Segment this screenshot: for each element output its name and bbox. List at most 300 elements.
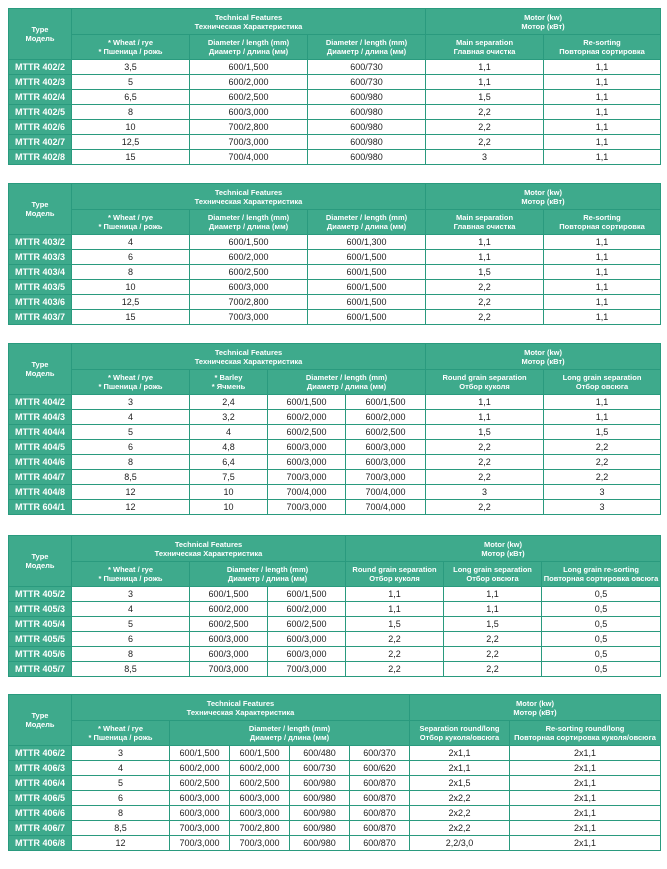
value-cell: 4	[190, 425, 268, 440]
value-cell: 600/980	[290, 776, 350, 791]
value-cell: 600/2,500	[170, 776, 230, 791]
value-cell: 1,1	[544, 120, 661, 135]
value-cell: 600/870	[350, 836, 410, 851]
value-cell: 600/1,500	[308, 265, 426, 280]
value-cell: 12	[72, 485, 190, 500]
table-row	[9, 60, 661, 75]
value-cell: 1,5	[544, 425, 661, 440]
value-cell: 600/3,000	[190, 632, 268, 647]
value-cell: 4	[72, 235, 190, 250]
value-cell: 1,1	[346, 602, 444, 617]
table-row	[9, 280, 661, 295]
value-cell: 2x1,1	[510, 791, 661, 806]
value-cell: 12,5	[72, 135, 190, 150]
value-cell: 600/3,000	[346, 455, 426, 470]
value-cell: 2,2	[426, 500, 544, 515]
table-row	[9, 250, 661, 265]
value-cell: 8	[72, 647, 190, 662]
model-cell: MTTR 403/5	[9, 280, 72, 295]
value-cell: 600/2,500	[190, 90, 308, 105]
value-cell: 1,1	[544, 75, 661, 90]
table-row	[9, 587, 661, 602]
column-header: Re-sorting Повторная сортировка	[544, 35, 661, 60]
value-cell: 2x1,1	[410, 746, 510, 761]
motor-header: Motor (kw) Мотор (кВт)	[426, 9, 661, 35]
table-row	[9, 836, 661, 851]
column-header: Round grain separation Отбор куколя	[426, 370, 544, 395]
model-cell: MTTR 405/4	[9, 617, 72, 632]
value-cell: 600/3,000	[170, 791, 230, 806]
value-cell: 2,2/3,0	[410, 836, 510, 851]
value-cell: 8	[72, 265, 190, 280]
value-cell: 600/980	[308, 90, 426, 105]
value-cell: 600/2,000	[230, 761, 290, 776]
value-cell: 2,2	[426, 310, 544, 325]
value-cell: 600/980	[308, 135, 426, 150]
value-cell: 2,2	[444, 662, 542, 677]
value-cell: 1,1	[544, 295, 661, 310]
value-cell: 6	[72, 250, 190, 265]
value-cell: 8,5	[72, 821, 170, 836]
value-cell: 600/1,500	[308, 250, 426, 265]
motor-header: Motor (kw) Мотор (кВт)	[426, 344, 661, 370]
column-header: Separation round/long Отбор куколя/овсюга	[410, 721, 510, 746]
table-row	[9, 75, 661, 90]
model-cell: MTTR 406/4	[9, 776, 72, 791]
value-cell: 2,2	[544, 440, 661, 455]
table-row	[9, 821, 661, 836]
value-cell: 600/1,500	[308, 295, 426, 310]
value-cell: 700/3,000	[190, 662, 268, 677]
model-cell: MTTR 404/8	[9, 485, 72, 500]
value-cell: 600/2,500	[230, 776, 290, 791]
value-cell: 600/2,000	[190, 602, 268, 617]
value-cell: 2,2	[346, 662, 444, 677]
table-row	[9, 617, 661, 632]
column-header: Round grain separation Отбор куколя	[346, 562, 444, 587]
table-row	[9, 455, 661, 470]
value-cell: 600/3,000	[190, 105, 308, 120]
value-cell: 2,4	[190, 395, 268, 410]
value-cell: 600/620	[350, 761, 410, 776]
value-cell: 3,2	[190, 410, 268, 425]
value-cell: 2,2	[444, 632, 542, 647]
table-row	[9, 150, 661, 165]
column-header: Main separation Главная очистка	[426, 35, 544, 60]
value-cell: 5	[72, 617, 190, 632]
value-cell: 700/3,000	[268, 470, 346, 485]
value-cell: 3,5	[72, 60, 190, 75]
value-cell: 4,8	[190, 440, 268, 455]
column-header: Diameter / length (mm) Диаметр / длина (мм)	[190, 562, 346, 587]
value-cell: 600/980	[290, 821, 350, 836]
model-cell: MTTR 404/2	[9, 395, 72, 410]
value-cell: 1,1	[426, 60, 544, 75]
value-cell: 5	[72, 776, 170, 791]
value-cell: 600/2,000	[268, 410, 346, 425]
column-header: Long grain separation Отбор овсюга	[544, 370, 661, 395]
model-cell: MTTR 405/7	[9, 662, 72, 677]
value-cell: 0,5	[542, 632, 661, 647]
value-cell: 700/3,000	[268, 662, 346, 677]
value-cell: 700/3,000	[190, 135, 308, 150]
value-cell: 2x1,1	[510, 746, 661, 761]
value-cell: 600/3,000	[230, 806, 290, 821]
column-header: Re-sorting round/long Повторная сортировка куколя/овсюга	[510, 721, 661, 746]
value-cell: 600/3,000	[170, 806, 230, 821]
value-cell: 700/3,000	[346, 470, 426, 485]
value-cell: 600/2,000	[190, 250, 308, 265]
value-cell: 1,1	[544, 235, 661, 250]
value-cell: 6,4	[190, 455, 268, 470]
column-header: * Wheat / rye * Пшеница / рожь	[72, 562, 190, 587]
value-cell: 700/4,000	[190, 150, 308, 165]
value-cell: 600/2,000	[268, 602, 346, 617]
table-row	[9, 647, 661, 662]
table-row	[9, 395, 661, 410]
column-header: Re-sorting Повторная сортировка	[544, 210, 661, 235]
model-cell: MTTR 404/3	[9, 410, 72, 425]
value-cell: 600/980	[308, 105, 426, 120]
value-cell: 1,1	[544, 150, 661, 165]
value-cell: 1,1	[426, 235, 544, 250]
technical-features-header: Technical Features Техническая Характеристика	[72, 344, 426, 370]
value-cell: 2,2	[346, 647, 444, 662]
model-cell: MTTR 404/7	[9, 470, 72, 485]
value-cell: 600/2,000	[170, 761, 230, 776]
value-cell: 2x2,2	[410, 821, 510, 836]
value-cell: 600/3,000	[190, 647, 268, 662]
value-cell: 3	[72, 395, 190, 410]
value-cell: 600/3,000	[268, 647, 346, 662]
value-cell: 1,5	[444, 617, 542, 632]
model-cell: MTTR 405/3	[9, 602, 72, 617]
table-row	[9, 440, 661, 455]
value-cell: 1,1	[544, 310, 661, 325]
value-cell: 0,5	[542, 587, 661, 602]
table-row	[9, 500, 661, 515]
model-cell: MTTR 402/4	[9, 90, 72, 105]
value-cell: 0,5	[542, 662, 661, 677]
column-header: * Wheat / rye * Пшеница / рожь	[72, 35, 190, 60]
model-cell: MTTR 604/1	[9, 500, 72, 515]
value-cell: 5	[72, 75, 190, 90]
model-cell: MTTR 406/5	[9, 791, 72, 806]
table-row	[9, 632, 661, 647]
value-cell: 700/2,800	[230, 821, 290, 836]
value-cell: 600/480	[290, 746, 350, 761]
column-header: Diameter / length (mm) Диаметр / длина (мм)	[308, 210, 426, 235]
value-cell: 3	[426, 150, 544, 165]
model-cell: MTTR 406/2	[9, 746, 72, 761]
value-cell: 600/870	[350, 776, 410, 791]
type-header: Type Модель	[9, 184, 72, 235]
technical-features-header: Technical Features Техническая Характеристика	[72, 695, 410, 721]
value-cell: 1,1	[444, 602, 542, 617]
value-cell: 10	[190, 500, 268, 515]
table-row	[9, 135, 661, 150]
value-cell: 5	[72, 425, 190, 440]
model-cell: MTTR 403/4	[9, 265, 72, 280]
value-cell: 1,1	[426, 250, 544, 265]
value-cell: 600/1,500	[346, 395, 426, 410]
model-cell: MTTR 402/7	[9, 135, 72, 150]
technical-features-header: Technical Features Техническая Характеристика	[72, 536, 346, 562]
value-cell: 700/2,800	[190, 295, 308, 310]
value-cell: 1,1	[544, 410, 661, 425]
value-cell: 1,1	[426, 75, 544, 90]
value-cell: 700/4,000	[346, 485, 426, 500]
model-cell: MTTR 405/2	[9, 587, 72, 602]
model-cell: MTTR 404/6	[9, 455, 72, 470]
model-cell: MTTR 404/4	[9, 425, 72, 440]
value-cell: 3	[544, 500, 661, 515]
value-cell: 600/1,500	[308, 280, 426, 295]
column-header: Long grain separation Отбор овсюга	[444, 562, 542, 587]
value-cell: 700/3,000	[268, 500, 346, 515]
model-cell: MTTR 406/7	[9, 821, 72, 836]
model-cell: MTTR 405/5	[9, 632, 72, 647]
motor-header: Motor (kw) Мотор (кВт)	[346, 536, 661, 562]
value-cell: 600/980	[308, 150, 426, 165]
value-cell: 1,1	[544, 265, 661, 280]
value-cell: 1,1	[346, 587, 444, 602]
model-cell: MTTR 402/5	[9, 105, 72, 120]
value-cell: 10	[72, 120, 190, 135]
table-row	[9, 265, 661, 280]
value-cell: 600/730	[308, 60, 426, 75]
type-header: Type Модель	[9, 9, 72, 60]
value-cell: 10	[190, 485, 268, 500]
value-cell: 6	[72, 791, 170, 806]
column-header: * Wheat / rye * Пшеница / рожь	[72, 721, 170, 746]
value-cell: 0,5	[542, 647, 661, 662]
value-cell: 600/1,500	[268, 395, 346, 410]
value-cell: 8	[72, 105, 190, 120]
value-cell: 2x2,2	[410, 791, 510, 806]
value-cell: 700/3,000	[190, 310, 308, 325]
value-cell: 1,1	[544, 135, 661, 150]
spec-table-404	[8, 343, 661, 515]
value-cell: 700/2,800	[190, 120, 308, 135]
value-cell: 2x1,5	[410, 776, 510, 791]
model-cell: MTTR 403/7	[9, 310, 72, 325]
table-row	[9, 235, 661, 250]
spec-table-406	[8, 694, 661, 851]
value-cell: 600/980	[290, 806, 350, 821]
column-header: Long grain re-sorting Повторная сортировка овсюга	[542, 562, 661, 587]
value-cell: 6,5	[72, 90, 190, 105]
column-header: * Wheat / rye * Пшеница / рожь	[72, 370, 190, 395]
spec-table-402	[8, 8, 661, 165]
value-cell: 600/870	[350, 821, 410, 836]
table-row	[9, 425, 661, 440]
column-header: Main separation Главная очистка	[426, 210, 544, 235]
value-cell: 2,2	[346, 632, 444, 647]
type-header: Type Модель	[9, 695, 72, 746]
table-row	[9, 602, 661, 617]
value-cell: 600/370	[350, 746, 410, 761]
model-cell: MTTR 403/2	[9, 235, 72, 250]
value-cell: 600/3,000	[190, 280, 308, 295]
model-cell: MTTR 406/6	[9, 806, 72, 821]
value-cell: 6	[72, 440, 190, 455]
value-cell: 600/1,500	[190, 587, 268, 602]
value-cell: 2,2	[426, 120, 544, 135]
type-header: Type Модель	[9, 536, 72, 587]
value-cell: 4	[72, 602, 190, 617]
value-cell: 600/3,000	[268, 455, 346, 470]
value-cell: 2,2	[544, 455, 661, 470]
value-cell: 3	[72, 587, 190, 602]
table-row	[9, 746, 661, 761]
value-cell: 600/2,500	[268, 617, 346, 632]
value-cell: 600/870	[350, 806, 410, 821]
value-cell: 600/3,000	[268, 440, 346, 455]
value-cell: 2x1,1	[510, 806, 661, 821]
column-header: * Barley * Ячмень	[190, 370, 268, 395]
value-cell: 600/1,300	[308, 235, 426, 250]
value-cell: 1,5	[426, 90, 544, 105]
value-cell: 4	[72, 761, 170, 776]
value-cell: 15	[72, 150, 190, 165]
value-cell: 1,5	[426, 425, 544, 440]
value-cell: 1,1	[544, 395, 661, 410]
table-row	[9, 485, 661, 500]
table-row	[9, 120, 661, 135]
value-cell: 0,5	[542, 617, 661, 632]
value-cell: 600/3,000	[268, 632, 346, 647]
value-cell: 1,1	[544, 60, 661, 75]
value-cell: 600/980	[308, 120, 426, 135]
value-cell: 600/1,500	[190, 60, 308, 75]
value-cell: 600/2,000	[190, 75, 308, 90]
technical-features-header: Technical Features Техническая Характеристика	[72, 9, 426, 35]
value-cell: 12	[72, 836, 170, 851]
value-cell: 700/4,000	[346, 500, 426, 515]
value-cell: 0,5	[542, 602, 661, 617]
value-cell: 600/1,500	[170, 746, 230, 761]
value-cell: 600/2,500	[190, 265, 308, 280]
value-cell: 1,5	[346, 617, 444, 632]
spec-table-403	[8, 183, 661, 325]
model-cell: MTTR 402/3	[9, 75, 72, 90]
model-cell: MTTR 403/6	[9, 295, 72, 310]
model-cell: MTTR 402/8	[9, 150, 72, 165]
table-row	[9, 295, 661, 310]
model-cell: MTTR 406/8	[9, 836, 72, 851]
value-cell: 600/3,000	[346, 440, 426, 455]
value-cell: 600/1,500	[190, 235, 308, 250]
table-row	[9, 806, 661, 821]
value-cell: 600/1,500	[308, 310, 426, 325]
value-cell: 600/730	[308, 75, 426, 90]
value-cell: 600/2,500	[346, 425, 426, 440]
value-cell: 1,1	[544, 280, 661, 295]
column-header: Diameter / length (mm) Диаметр / длина (мм)	[308, 35, 426, 60]
column-header: Diameter / length (mm) Диаметр / длина (мм)	[268, 370, 426, 395]
value-cell: 1,1	[426, 395, 544, 410]
value-cell: 700/3,000	[170, 836, 230, 851]
table-row	[9, 470, 661, 485]
type-header: Type Модель	[9, 344, 72, 395]
column-header: Diameter / length (mm) Диаметр / длина (мм)	[190, 210, 308, 235]
table-row	[9, 105, 661, 120]
column-header: Diameter / length (mm) Диаметр / длина (мм)	[190, 35, 308, 60]
value-cell: 2,2	[426, 455, 544, 470]
model-cell: MTTR 405/6	[9, 647, 72, 662]
table-row	[9, 662, 661, 677]
value-cell: 2x1,1	[510, 776, 661, 791]
motor-header: Motor (kw) Мотор (кВт)	[426, 184, 661, 210]
value-cell: 15	[72, 310, 190, 325]
value-cell: 2,2	[426, 135, 544, 150]
value-cell: 1,1	[544, 90, 661, 105]
value-cell: 2,2	[544, 470, 661, 485]
value-cell: 2,2	[426, 295, 544, 310]
value-cell: 8	[72, 455, 190, 470]
value-cell: 2x1,1	[510, 821, 661, 836]
value-cell: 600/980	[290, 791, 350, 806]
value-cell: 600/3,000	[230, 791, 290, 806]
value-cell: 3	[72, 746, 170, 761]
value-cell: 700/3,000	[230, 836, 290, 851]
column-header: * Wheat / rye * Пшеница / рожь	[72, 210, 190, 235]
value-cell: 2,2	[426, 470, 544, 485]
table-row	[9, 791, 661, 806]
value-cell: 2,2	[426, 105, 544, 120]
value-cell: 8,5	[72, 662, 190, 677]
value-cell: 1,5	[426, 265, 544, 280]
value-cell: 4	[72, 410, 190, 425]
value-cell: 8	[72, 806, 170, 821]
table-row	[9, 410, 661, 425]
column-header: Diameter / length (mm) Диаметр / длина (мм)	[170, 721, 410, 746]
value-cell: 8,5	[72, 470, 190, 485]
value-cell: 600/2,500	[268, 425, 346, 440]
model-cell: MTTR 403/3	[9, 250, 72, 265]
value-cell: 1,1	[544, 105, 661, 120]
value-cell: 600/1,500	[268, 587, 346, 602]
value-cell: 3	[426, 485, 544, 500]
table-row	[9, 310, 661, 325]
value-cell: 10	[72, 280, 190, 295]
value-cell: 2,2	[426, 440, 544, 455]
value-cell: 7,5	[190, 470, 268, 485]
value-cell: 600/730	[290, 761, 350, 776]
motor-header: Motor (kw) Мотор (кВт)	[410, 695, 661, 721]
value-cell: 700/4,000	[268, 485, 346, 500]
value-cell: 12,5	[72, 295, 190, 310]
value-cell: 2x2,2	[410, 806, 510, 821]
value-cell: 600/2,500	[190, 617, 268, 632]
model-cell: MTTR 406/3	[9, 761, 72, 776]
value-cell: 2x1,1	[410, 761, 510, 776]
model-cell: MTTR 402/6	[9, 120, 72, 135]
value-cell: 2,2	[444, 647, 542, 662]
value-cell: 700/3,000	[170, 821, 230, 836]
value-cell: 2x1,1	[510, 836, 661, 851]
value-cell: 12	[72, 500, 190, 515]
table-row	[9, 776, 661, 791]
value-cell: 2x1,1	[510, 761, 661, 776]
table-row	[9, 90, 661, 105]
value-cell: 600/1,500	[230, 746, 290, 761]
table-row	[9, 761, 661, 776]
value-cell: 1,1	[426, 410, 544, 425]
value-cell: 2,2	[426, 280, 544, 295]
value-cell: 600/870	[350, 791, 410, 806]
